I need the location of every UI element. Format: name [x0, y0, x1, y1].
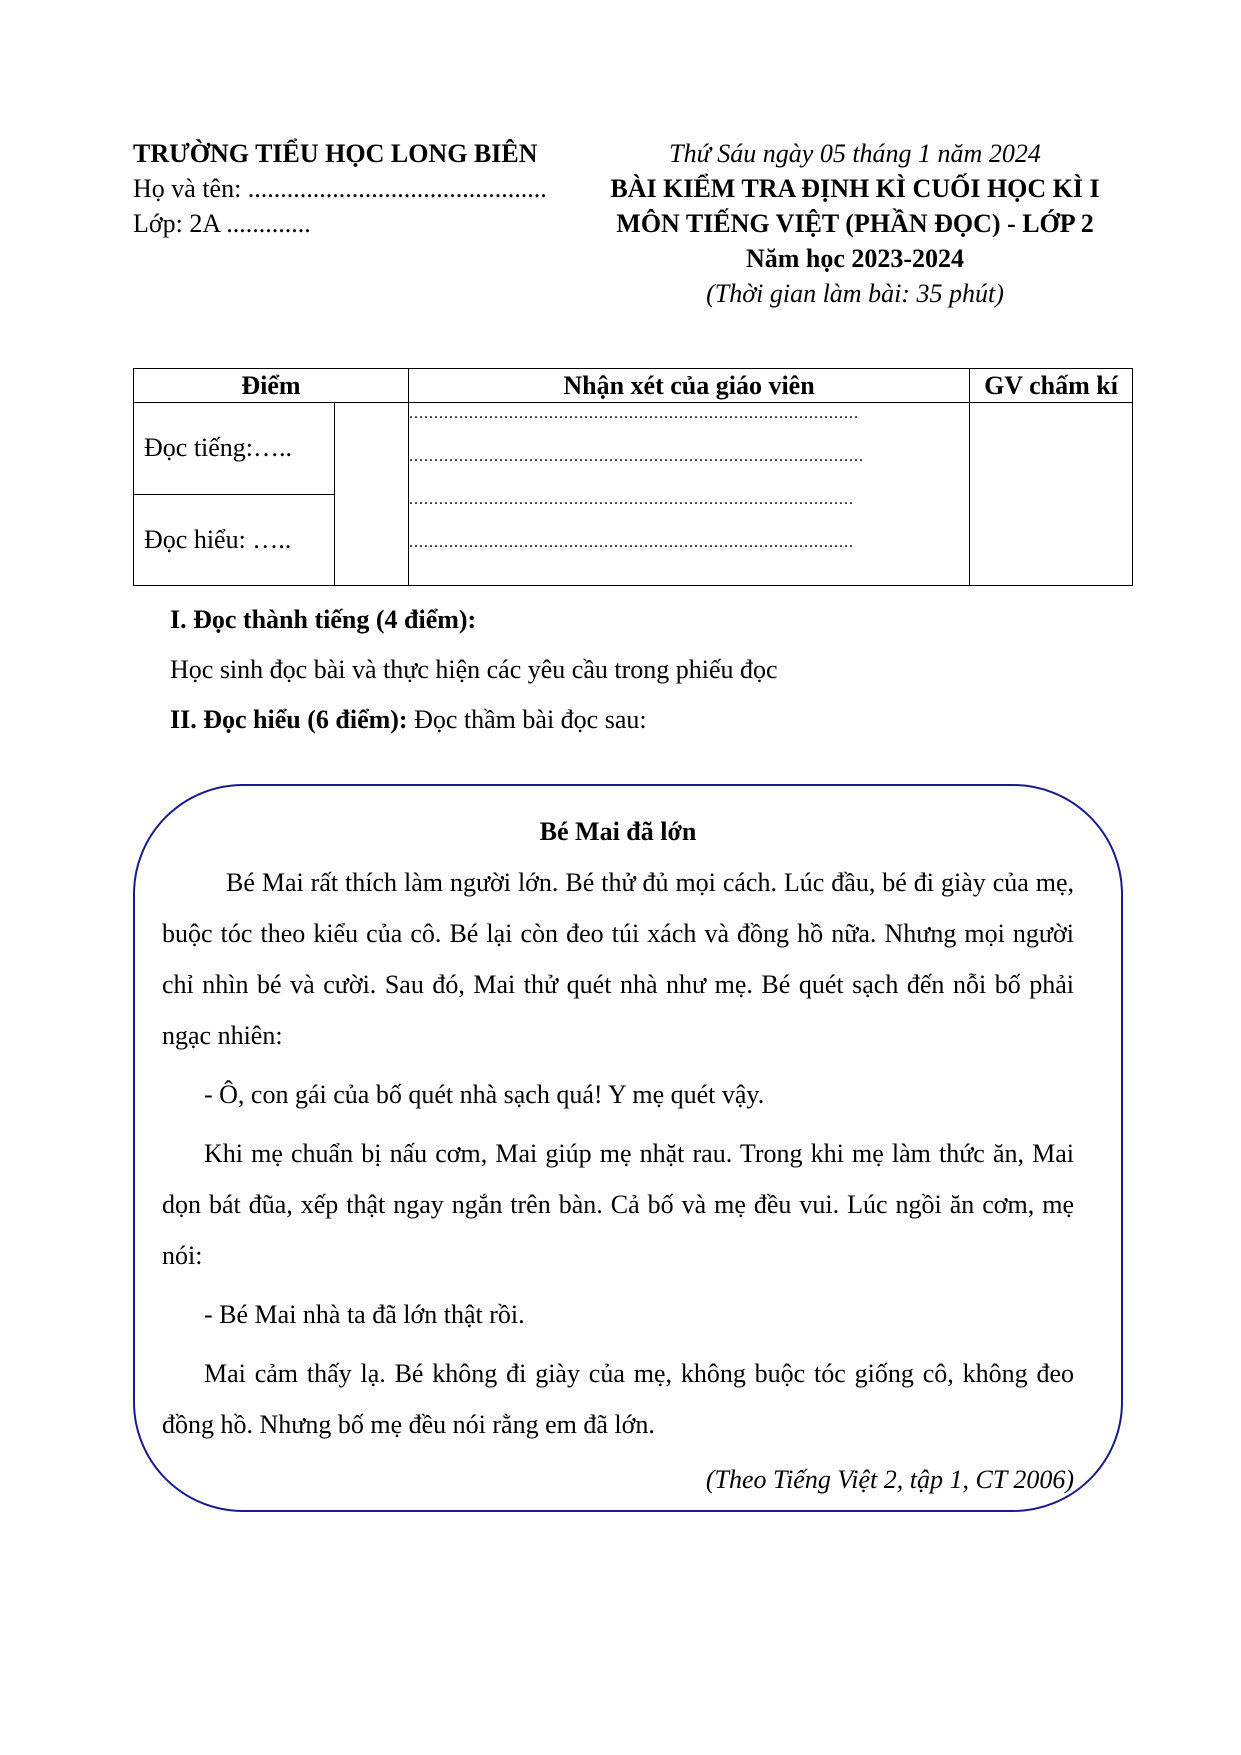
teacher-comment-cell[interactable] [409, 403, 970, 586]
part2-instructions: Đọc thầm bài đọc sau: [407, 705, 647, 734]
student-name-field: Họ và tên: .............................................. [133, 174, 547, 203]
header-right [570, 138, 1140, 313]
score-value-cell[interactable] [335, 403, 409, 586]
reading-passage [162, 806, 1074, 1505]
passage-title: Bé Mai đã lớn [539, 817, 697, 846]
score-header: Điểm [134, 369, 409, 403]
exam-subject: MÔN TIẾNG VIỆT (PHẦN ĐỌC) - LỚP 2 [616, 209, 1094, 238]
comment-line: .......................................................................................... [409, 405, 859, 423]
exam-title: BÀI KIỂM TRA ĐỊNH KÌ CUỐI HỌC KÌ I [610, 174, 1100, 203]
reading-comprehension-score-label: Đọc hiểu: ….. [134, 494, 335, 585]
school-name: TRƯỜNG TIỂU HỌC LONG BIÊN [133, 139, 538, 168]
comment-line: ......................................................................................... [409, 534, 854, 552]
school-year: Năm học 2023-2024 [745, 244, 965, 273]
exam-duration: (Thời gian làm bài: 35 phút) [706, 279, 1004, 308]
class-field: Lớp: 2A ............. [133, 209, 311, 238]
passage-dialogue: - Ô, con gái của bố quét nhà sạch quá! Y mẹ quét vậy. [204, 1080, 765, 1109]
part2-heading [170, 704, 647, 736]
part1-title: I. Đọc thành tiếng (4 điểm): [170, 605, 477, 634]
passage-source: (Theo Tiếng Việt 2, tập 1, CT 2006) [705, 1465, 1074, 1494]
part1-instructions: Học sinh đọc bài và thực hiện các yêu cầu trong phiếu đọc [170, 655, 778, 684]
comment-line: ......................................................................................... [409, 491, 854, 509]
passage-paragraph: Khi mẹ chuẩn bị nấu cơm, Mai giúp mẹ nhặt rau. Trong khi mẹ làm thức ăn, Mai dọn bát đũa, xếp thật ngay ngắn trên bàn. Cả bố và mẹ đều vui. Lúc ngồi ăn cơm, mẹ nói: [162, 1139, 1074, 1270]
reading-aloud-score-label: Đọc tiếng:….. [134, 403, 335, 494]
comment-header: Nhận xét của giáo viên [409, 369, 970, 403]
signature-header: GV chấm kí [970, 369, 1133, 403]
passage-paragraph: Bé Mai rất thích làm người lớn. Bé thử đủ mọi cách. Lúc đầu, bé đi giày của mẹ, buộc tóc theo kiểu của cô. Bé lại còn đeo túi xách và đồng hồ nữa. Nhưng mọi người chỉ nhìn bé và cười. Sau đó, Mai thử quét nhà như mẹ. Bé quét sạch đến nỗi bố phải ngạc nhiên: [162, 868, 1074, 1050]
passage-dialogue: - Bé Mai nhà ta đã lớn thật rồi. [204, 1300, 525, 1329]
part2-title: II. Đọc hiểu (6 điểm): [170, 705, 408, 734]
teacher-signature-cell[interactable] [970, 403, 1133, 586]
comment-line: ........................................................................................... [409, 448, 864, 466]
score-table [133, 368, 1133, 586]
passage-paragraph: Mai cảm thấy lạ. Bé không đi giày của mẹ, không buộc tóc giống cô, không đeo đồng hồ. Nhưng bố mẹ đều nói rằng em đã lớn. [162, 1359, 1074, 1439]
header-left [133, 138, 563, 243]
exam-date: Thứ Sáu ngày 05 tháng 1 năm 2024 [669, 139, 1041, 168]
